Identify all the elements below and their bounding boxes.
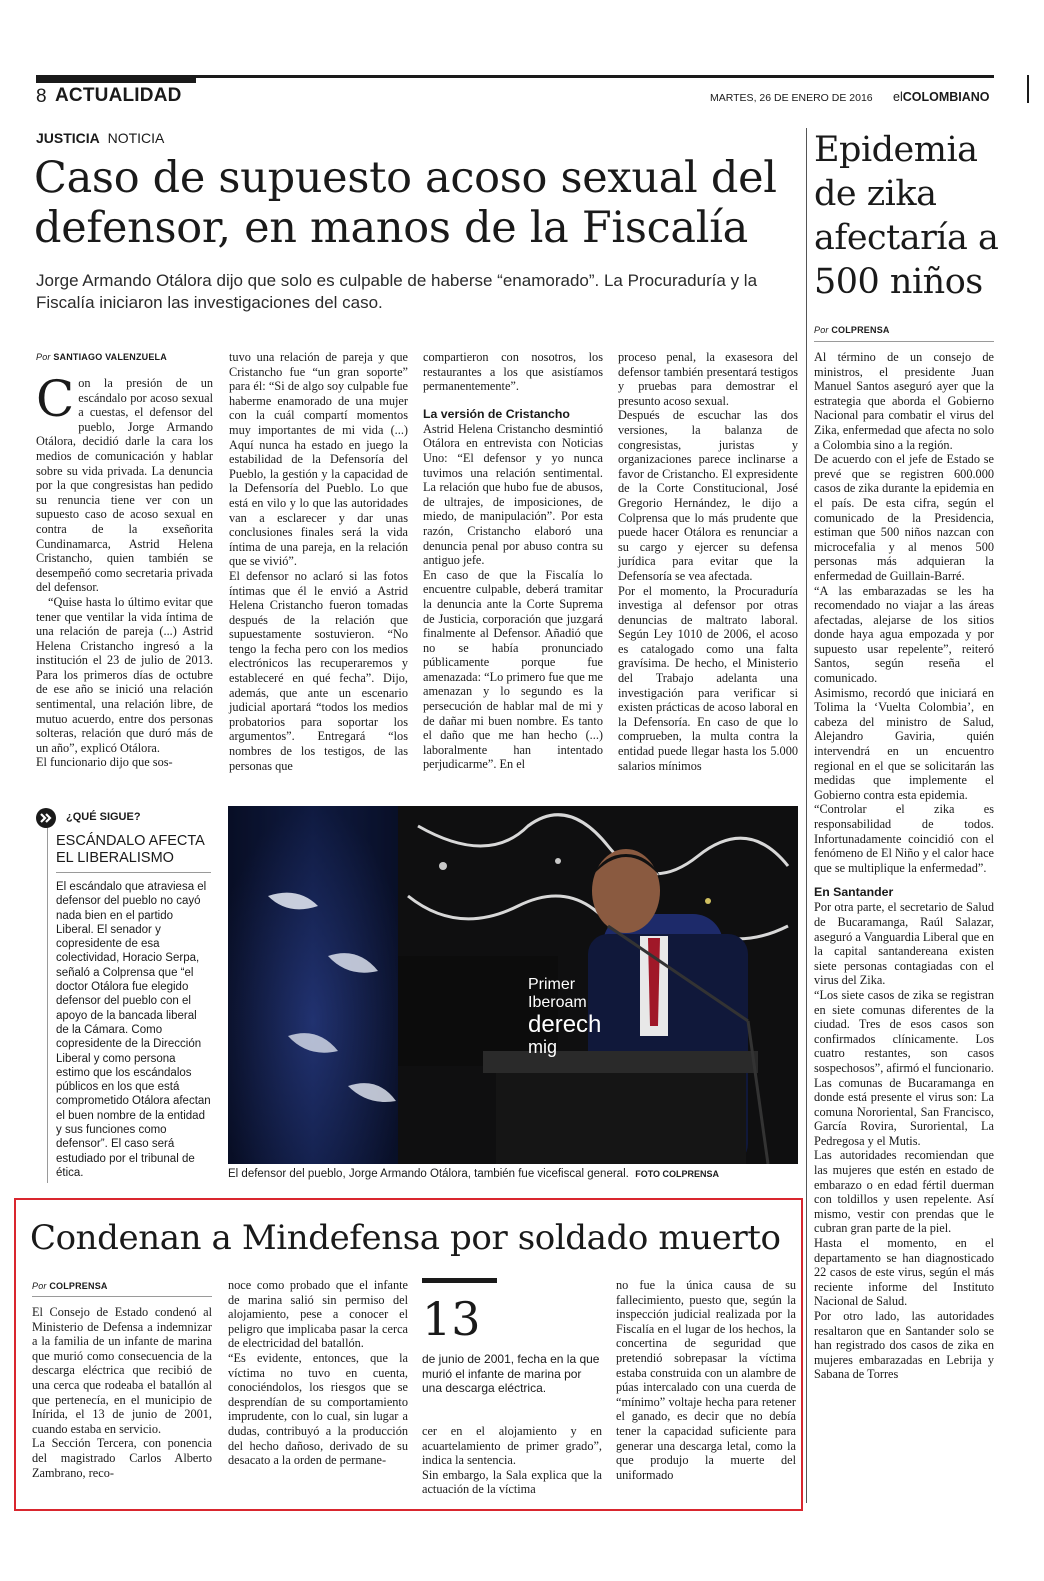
- main-col-3-rest: Astrid Helena Cristancho desmintió Otálora en entrevista con Noticias Uno: “El defensor y yo nunca tuvimos una relación sentimental. La relación que hubo fue de abusos, de ultrajes, de imposiciones, de miedo, de manipulación”. Por esta razón, Cristancho elaboró una denuncia penal por abuso contra su antiguo jefe. En caso de que la Fiscalía lo encuentre culpable, deberá tramitar la denuncia ante la Corte Suprema de Justicia, corporación que juzgará finalmente al Defensor. Añadió que no se había pronunciado públicamente porque fue amenazada: “Lo primero fue que me amenazan y lo segundo es la persecución de hablar mal de mi y de dañar mi buen nombre. Es tanto el daño que me han hecho (...) laboralmente han intentado perjudicarme”. En el: [423, 421, 603, 772]
- mindefensa-col-3: cer en el alojamiento y en acuartelamiento de primer grado”, indica la sentencia. Sin embargo, la Sala explica que la actuación de la víctima: [422, 1424, 602, 1497]
- page-edge-mark: [1027, 75, 1029, 103]
- que-sigue-title-rule: [56, 872, 211, 873]
- zika-byline: Por COLPRENSA: [814, 325, 890, 335]
- section-bar: [36, 78, 196, 83]
- main-kicker: [36, 130, 164, 146]
- paper-logo-name: COLOMBIANO: [902, 90, 990, 104]
- main-col-3: [423, 350, 603, 772]
- main-col-3-subhead: La versión de Cristancho: [423, 406, 570, 421]
- chevrons-icon: [36, 808, 56, 828]
- paper-logo: [893, 90, 990, 104]
- kicker-type: NOTICIA: [107, 130, 165, 146]
- fact-box-bar: [422, 1278, 497, 1283]
- zika-byline-rule: [814, 341, 994, 342]
- column-separator-zika: [806, 128, 807, 1503]
- fact-text: de junio de 2001, fecha en la que murió el infante de marina por una descarga eléctrica.: [422, 1352, 600, 1395]
- main-headline: Caso de supuesto acoso sexual del defensor, en manos de la Fiscalía: [34, 153, 777, 253]
- que-sigue-text: El escándalo que atraviesa el defensor del pueblo no cayó nada bien en el partido Liberal. El senador y copresidente de esa colectividad, Horacio Serpa, señaló a Colprensa que “el doctor Otálora fue elegido defensor del pueblo con el apoyo de la bancada liberal de la Cámara. Como copresidente de la Dirección Liberal y como persona estimo que los escándalos públicos en los que está comprometido Otálora afectan el buen nombre de la entidad y sus funciones como defensor”. El caso será estudiado por el tribunal de ética.: [56, 881, 211, 1179]
- photo-caption-row: [228, 1168, 798, 1180]
- main-byline-name: SANTIAGO VALENZUELA: [53, 352, 167, 362]
- photo-banner-text: Primer Iberoam derech mig: [528, 976, 602, 1057]
- main-dek: Jorge Armando Otálora dijo que solo es culpable de haberse “enamorado”. La Procuraduría y la Fiscalía iniciaron las investigaciones del caso.: [36, 271, 758, 312]
- mindefensa-byline-name: COLPRENSA: [49, 1281, 108, 1291]
- photo-defensor: [228, 806, 798, 1164]
- mindefensa-col-4: no fue la única causa de su fallecimiento, puesto que, según la inspección judicial realizada por la Fiscalía en el lugar de los hechos, la concertina de seguridad que pretendió sobrepasar la víctima estaba construida con un alambre de púas intercalado con una cuerda de “mínimo” voltaje hecha para retener el ganado, es decir que no debía tener la capacidad suficiente para generar una descarga letal, como la que produjo la muerte del uniformado: [616, 1278, 796, 1482]
- que-sigue-label: ¿QUÉ SIGUE?: [66, 811, 141, 823]
- que-sigue-title: ESCÁNDALO AFECTA EL LIBERALISMO: [56, 833, 204, 866]
- mindefensa-col-1: El Consejo de Estado condenó al Ministerio de Defensa a indemnizar a la familia de un infante de marina que murió como consecuencia de la descarga eléctrica que recibió de una cerca que rodeaba el batallón al que pertenecía, en el municipio de Inírida, el 13 de junio de 2001, cuando estaba en servicio. La Sección Tercera, con ponencia del magistrado Carlos Alberto Zambrano, reco-: [32, 1305, 212, 1480]
- main-col-1-first: on la presión de un escándalo por acoso sexual a cuestas, el defensor del pueblo, Jorge Armando Otálora, decidió darle la cara los medios de comunicación y hablar sobre su vida privada. La denuncia por la que congresistas han pedido su renuncia tiene ver con un supuesto caso de acoso sexual en contra de la exseñorita Cundinamarca, Astrid Helena Cristancho, quien también se desempeñó como secretaria privada del defensor.: [36, 376, 213, 595]
- issue-date: MARTES, 26 DE ENERO DE 2016: [710, 92, 873, 104]
- mindefensa-headline: Condenan a Mindefensa por soldado muerto: [30, 1218, 781, 1258]
- main-col-3-top: compartieron con nosotros, los restaurantes a los que asistíamos permanentemente”.: [423, 350, 603, 394]
- zika-byline-name: COLPRENSA: [831, 325, 890, 335]
- page-number: 8: [36, 86, 47, 107]
- zika-text-b: Por otra parte, el secretario de Salud de Bucaramanga, Raúl Salazar, aseguró a Vanguardia Liberal que en la capital santandereana existen siete personas contagiadas con el virus del Zika. “Los siete casos de zika se registran en siete comunas diferentes de la ciudad. Tres de esos casos son confirmados clínicamente. Los cuatro restantes, son casos sospechosos”, afirmó el funcionario. Las comunas de Bucaramanga en donde está presente el virus son: La comuna Nororiental, San Francisco, García Rovira, Suroriental, La Pedregosa y el Mutis. Las autoridades recomiendan que las mujeres que estén en estado de embarazo o en edad fértil duerman con toldillos y usen repelente. Así mismo, vestir con prendas que le cubran gran parte de la piel. Hasta el momento, en el departamento se han diagnosticado 22 casos de este virus, según el más reciente informe del Instituto Nacional de Salud. Por otro lado, las autoridades resaltaron que en Santander solo se han registrado dos casos de zika en mujeres embarazadas en Lebrija y Sabana de Torres: [814, 900, 994, 1382]
- zika-text-a: Al término de un consejo de ministros, el presidente Juan Manuel Santos aseguró ayer que la estrategia que aborda el Gobierno Nacional para combatir el virus del Zika, enfermedad que afecta no solo a Colombia sino a la región. De acuerdo con el jefe de Estado se prevé que se registren 600.000 casos de zika durante la epidemia en el país. De esta cifra, según el comunicado de la Presidencia, estiman que 500 niños nazcan con microcefalia y al menos 500 personas más adquieran la enfermedad de Guillain-Barré. “A las embarazadas se les ha recomendado no viajar a las áreas afectadas, alejarse de los sitios donde haya agua empozada y por supuesto usar repelente”, reiteró Santos, según reseña el comunicado. Asimismo, recordó que iniciará en Tolima la ‘Vuelta Colombia’, en cabeza del ministro de Salud, Alejandro Gaviria, quién intervendrá en un encuentro regional en el que se solicitarán las medidas que implemente el Gobierno contra esta epidemia. “Controlar el zika es responsabilidad de todos. Infortunadamente coincidió con el fenómeno de El Niño y el calor hace que se multiplique la enfermedad”.: [814, 350, 994, 875]
- que-sigue-left-rule: [47, 828, 48, 1183]
- zika-subhead: En Santander: [814, 885, 894, 900]
- mindefensa-byline: Por COLPRENSA: [32, 1281, 108, 1291]
- photo-credit: FOTO COLPRENSA: [635, 1169, 720, 1179]
- photo-caption: El defensor del pueblo, Jorge Armando Otálora, también fue vicefiscal general.: [228, 1168, 629, 1180]
- drop-cap: C: [36, 370, 75, 428]
- paper-logo-prefix: el: [893, 90, 903, 104]
- main-col-4: proceso penal, la exasesora del defensor también presentará testigos y pruebas para demostrar el presunto acoso sexual. Después de escuchar las dos versiones, la balanza de congresistas, juristas y organizaciones parece inclinarse a favor de Cristancho. El expresidente de la Corte Constitucional, José Gregorio Hernández, le dijo a Colprensa que lo más prudente que puede hacer Otálora es renunciar a su cargo y ejercer su defensa jurídica para evitar que la Defensoría se vea afectada. Por el momento, la Procuraduría investiga al defensor por otras denuncias de maltrato laboral. Según Ley 1010 de 2006, el acoso es catalogado como una falta gravísima. De hecho, el Ministerio del Trabajo adelanta una investigación para verificar si existen prácticas de acoso laboral en la Defensoría. En caso de que lo comprueben, la multa contra la entidad puede llegar hasta los 5.000 salarios mínimos: [618, 350, 798, 773]
- main-byline: Por SANTIAGO VALENZUELA: [36, 352, 167, 362]
- zika-body: [814, 350, 994, 1382]
- main-col-2: tuvo una relación de pareja y que Cristancho fue “un gran soporte” para él: “Si de algo soy culpable fue haberme enamorado de una mujer con la cuál compartí momentos muy importantes de mi vida (...) Aquí nunca ha estado en juego la estabilidad de la Defensoría del Pueblo, la gestión y la capacidad de la Defensoría del Pueblo. Lo que está en vilo y lo que las autoridades van a esclarecer y dar unas conclusiones finales será la vida íntima de una pareja, en la relación que se vivió”. El defensor no aclaró si las fotos íntimas que él le envió a Astrid Helena Cristancho fueron tomadas después de la relación que supuestamente sostuvieron. “No tengo la fecha pero con los medios electrónicos las recuperaremos y estableceré en qué fecha”. Dijo, además, que ante un escenario judicial aportará “todos los medios probatorios para soportar los argumentos”. Entregará “los nombres de los testigos, de las personas que: [229, 350, 408, 773]
- main-col-1: [36, 370, 213, 770]
- zika-headline: Epidemia de zika afectaría a 500 niños: [814, 130, 999, 302]
- kicker-category: JUSTICIA: [36, 130, 100, 146]
- mindefensa-byline-rule: [32, 1296, 212, 1297]
- main-col-1-rest: “Quise hasta lo último evitar que tener que ventilar la vida íntima de una relación de pareja (...) Astrid Helena Cristancho ingresó a la institución el 23 de julio de 2013. Para los primeros días de octubre de ese año se inició una relación sentimental, una relación libre, de mutuo acuerdo, entre dos personas solteras, relación que duró más de un año”, explicó Otálora. El funcionario dijo que sos-: [36, 594, 213, 770]
- mindefensa-col-2: noce como probado que el infante de marina salió sin permiso del alojamiento, pese a conocer el peligro que implicaba pasar la cerca de electricidad del batallón. “Es evidente, entonces, que la víctima no tuvo en cuenta, conociéndolos, los riesgos que se desprendían de su comportamiento imprudente, con lo cual, sin lugar a dudas, contribuyó a la producción del hecho dañoso, derivado de su desacato a la orden de permane-: [228, 1278, 408, 1468]
- fact-number: 13: [422, 1292, 481, 1346]
- section-title: ACTUALIDAD: [55, 85, 182, 106]
- photo-scene: [228, 806, 798, 1164]
